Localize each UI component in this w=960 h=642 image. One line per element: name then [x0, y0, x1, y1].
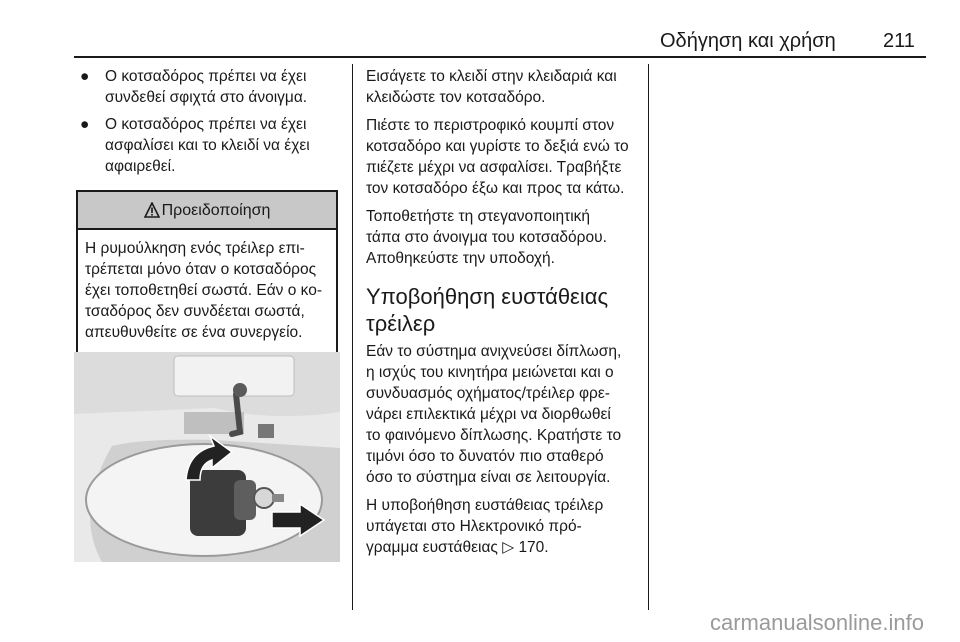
warning-text: Η ρυμούλκηση ενός τρέιλερ επι- τρέπεται μόνο όταν ο κοτσαδόρος έχει τοποθετηθεί σωστά. Εάν ο κο- τσαδόρος δεν συνδέεται σωστά, απευθυνθείτε σε ένα συνεργείο.	[85, 240, 322, 341]
warning-triangle-icon	[144, 202, 160, 218]
warning-box	[76, 190, 338, 355]
paragraph: Εάν το σύστημα ανιχνεύσει δίπλωση, η ισχύς του κινητήρα μειώνεται και ο συνδυασμός οχήματος/τρέιλερ φρε- νάρει επιλεκτικά μέχρι να διορθωθεί το φαινόμενο δίπλωσης. Κρατήστε το τιμόνι όσο το δυνατόν πιο σταθερό όσο το σύστημα είναι σε λειτουργία.	[366, 343, 622, 486]
page-reference-arrow-icon: ▷	[502, 539, 515, 556]
header-rule	[74, 56, 926, 58]
right-column	[366, 66, 636, 565]
warning-title: Προειδοποίηση	[161, 201, 271, 219]
tow-hitch-illustration	[74, 352, 340, 562]
bullet-item: ● Ο κοτσαδόρος πρέπει να έχει ασφαλίσει και το κλειδί να έχει αφαιρεθεί.	[80, 116, 310, 175]
paragraph: Η υποβοήθηση ευστάθειας τρέιλερ υπάγεται στο Ηλεκτρονικό πρό- γραμμα ευστάθειας ▷ 170.	[366, 497, 604, 556]
bullet-item: ● Ο κοτσαδόρος πρέπει να έχει συνδεθεί σφιχτά στο άνοιγμα.	[80, 68, 308, 106]
paragraph: Τοποθετήστε τη στεγανοποιητική τάπα στο άνοιγμα του κοτσαδόρου. Αποθηκεύστε την υποδοχή.	[366, 208, 607, 267]
bullet-dot-icon: ●	[80, 68, 90, 85]
watermark: carmanualsonline.info	[709, 610, 924, 635]
left-column	[76, 66, 338, 400]
warning-header	[78, 192, 336, 230]
section-heading-stability: Υποβοήθηση ευστάθειας τρέιλερ	[366, 284, 609, 336]
paragraph: Πιέστε το περιστροφικό κουμπί στον κοτσαδόρο και γυρίστε το δεξιά ενώ το πιέζετε μέχρι να ασφαλίσει. Τραβήξτε τον κοτσαδόρο έξω και προς τα κάτω.	[366, 117, 629, 197]
paragraph: Εισάγετε το κλειδί στην κλειδαριά και κλειδώστε τον κοτσαδόρο.	[366, 68, 617, 106]
column-divider-left	[352, 64, 353, 610]
page-number: 211	[883, 30, 915, 52]
page-header-title: Οδήγηση και χρήση	[660, 30, 836, 52]
column-divider-right	[648, 64, 649, 610]
bullet-dot-icon: ●	[80, 116, 90, 133]
page-reference-link[interactable]: 170.	[518, 539, 549, 556]
